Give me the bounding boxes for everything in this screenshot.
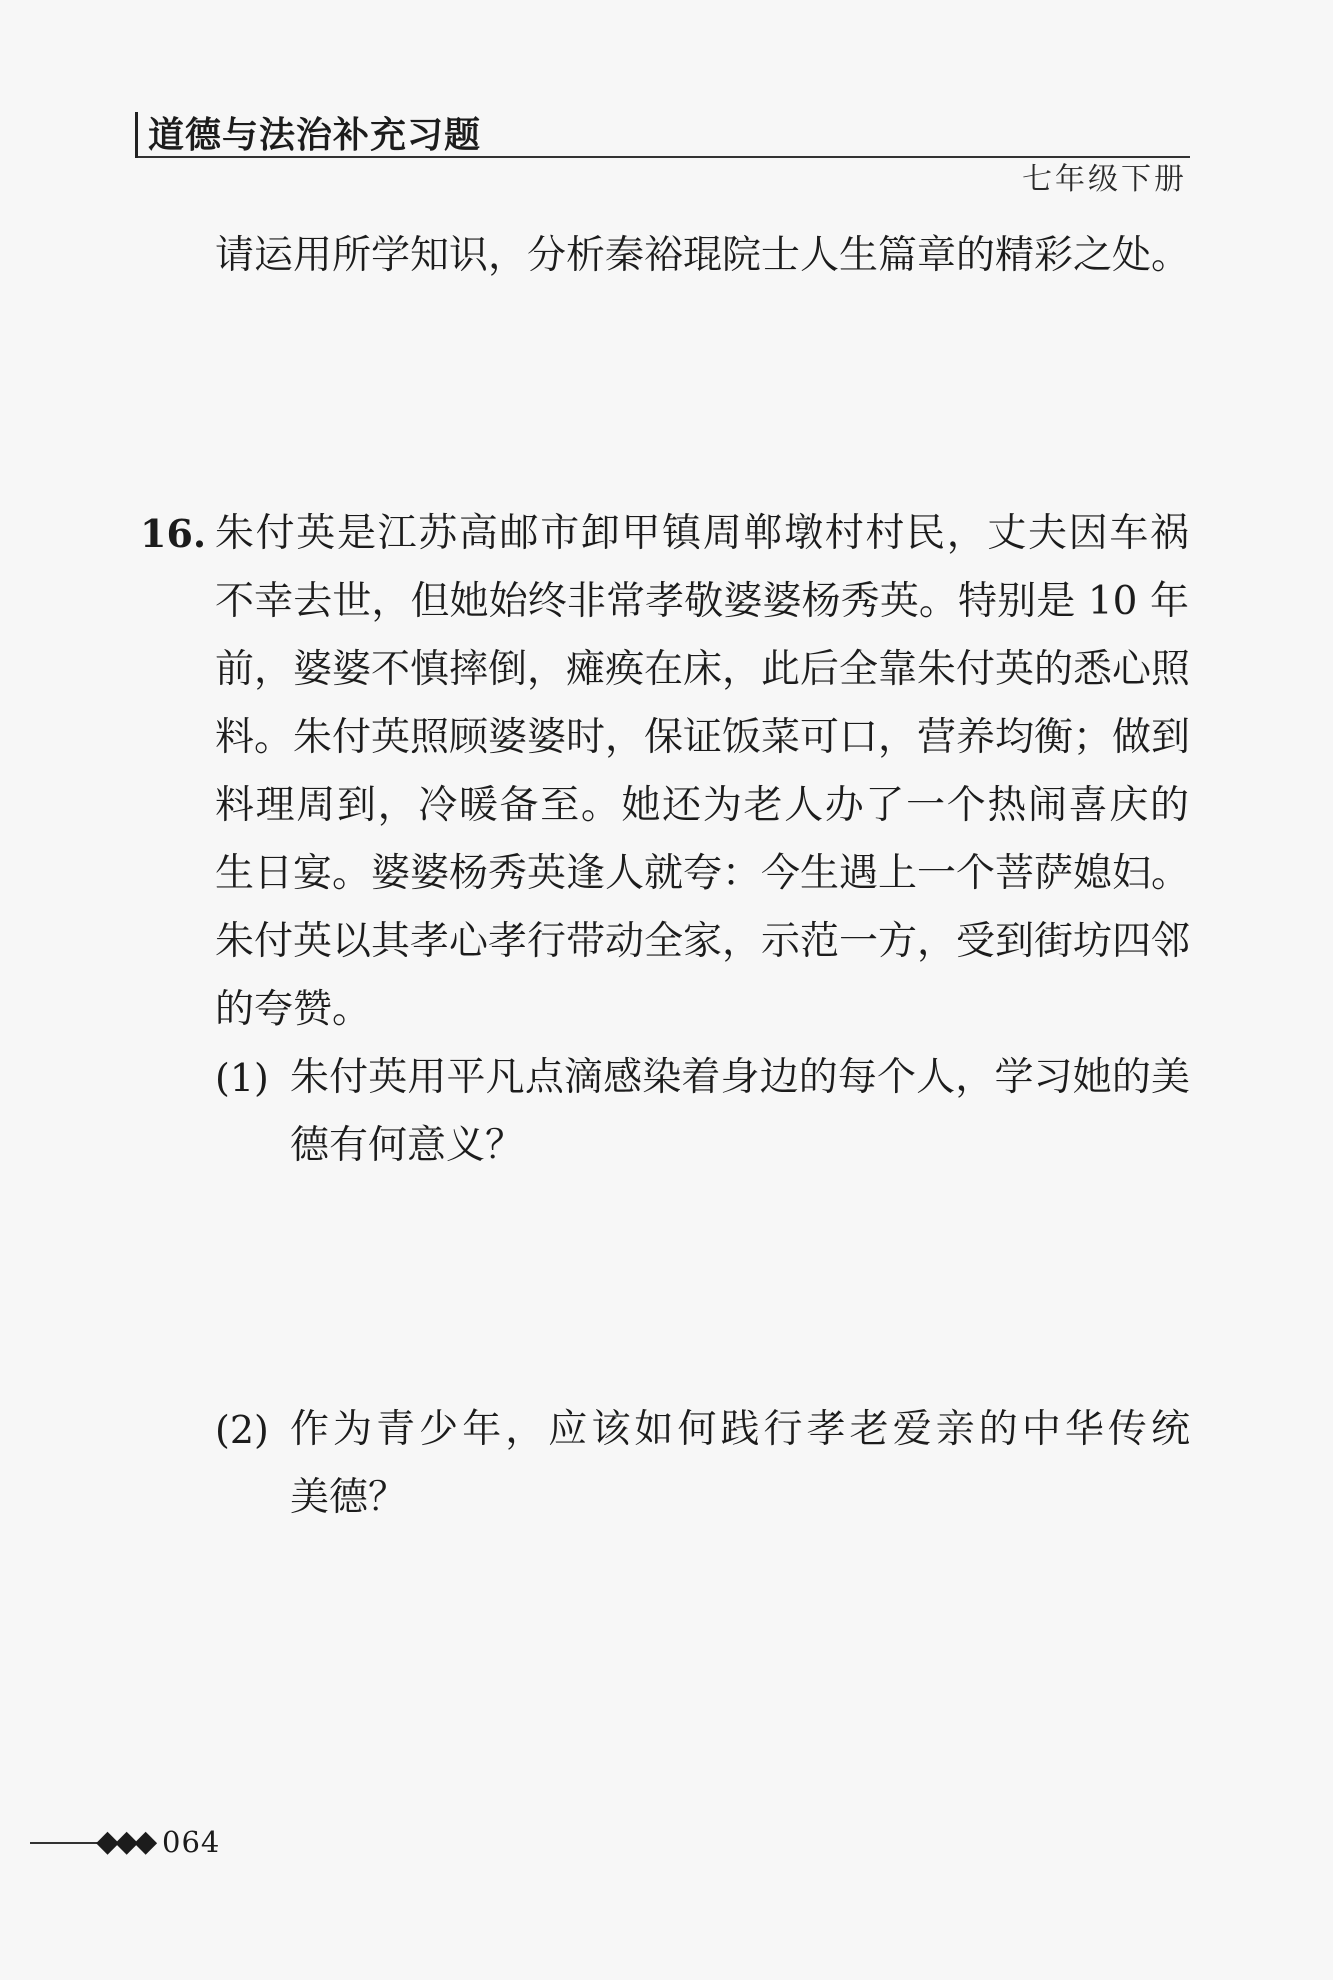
sub-question-text-line: 德有何意义？ <box>290 1123 525 1168</box>
header-side-bar <box>135 112 146 158</box>
question-text-line: 的夸赞。 <box>215 987 372 1032</box>
question-number: 16. <box>140 511 207 556</box>
question-text-line: 不幸去世，但她始终非常孝敬婆婆杨秀英。特别是 10 年 <box>215 579 1189 624</box>
question-text-line: 生日宴。婆婆杨秀英逢人就夸：今生遇上一个菩萨媳妇。 <box>215 851 1191 896</box>
sub-question-number: (2) <box>215 1408 269 1452</box>
question-text-line: 朱付英以其孝心孝行带动全家，示范一方，受到街坊四邻 <box>215 919 1191 964</box>
question-text-line: 料理周到，冷暖备至。她还为老人办了一个热闹喜庆的 <box>215 783 1189 828</box>
intro-question-text: 请运用所学知识，分析秦裕琨院士人生篇章的精彩之处。 <box>215 233 1191 278</box>
sub-question-number: (1) <box>215 1056 269 1100</box>
question-text-line: 朱付英是江苏高邮市卸甲镇周郸墩村村民，丈夫因车祸 <box>215 511 1189 556</box>
grade-label: 七年级下册 <box>1022 162 1187 197</box>
footer-rule <box>30 1842 98 1844</box>
header-divider <box>138 156 1190 158</box>
sub-question-text-line: 美德？ <box>290 1475 408 1520</box>
question-text-line: 料。朱付英照顾婆婆时，保证饭菜可口，营养均衡；做到 <box>215 715 1191 760</box>
sub-question-text-line: 朱付英用平凡点滴感染着身边的每个人，学习她的美 <box>290 1055 1190 1100</box>
diamond-ornament-icon: ◆◆◆ <box>96 1824 154 1859</box>
book-title: 道德与法治补充习题 <box>148 114 482 156</box>
sub-question-text-line: 作为青少年，应该如何践行孝老爱亲的中华传统 <box>290 1407 1190 1452</box>
page-number: 064 <box>162 1825 221 1859</box>
question-text-line: 前，婆婆不慎摔倒，瘫痪在床，此后全靠朱付英的悉心照 <box>215 647 1191 692</box>
